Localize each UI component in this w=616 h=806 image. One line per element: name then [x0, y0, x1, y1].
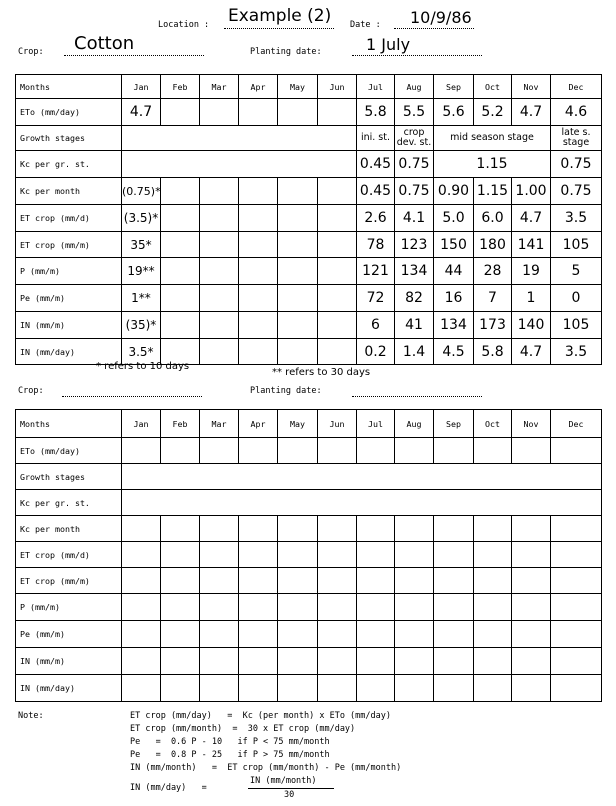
row-label: P (mm/m)	[16, 594, 122, 621]
cell: 0.75	[395, 178, 434, 205]
cell	[318, 285, 357, 312]
cell: 5.8	[474, 339, 512, 365]
month-mar: Mar	[200, 410, 239, 438]
cell	[161, 178, 200, 205]
location-dots	[224, 28, 334, 29]
cell	[200, 339, 239, 365]
cell: 141	[512, 232, 551, 258]
cell	[161, 99, 200, 126]
month-may: May	[278, 75, 318, 99]
cell: 1.4	[395, 339, 434, 365]
cell	[161, 312, 200, 339]
cell	[161, 258, 200, 285]
pe-row	[16, 621, 602, 648]
cell: 105	[551, 312, 602, 339]
in-month-row	[16, 312, 602, 339]
fraction-bar	[248, 788, 334, 789]
note-line-1: ET crop (mm/day) = Kc (per month) x ETo (mm/day)	[130, 711, 391, 721]
cell: 4.7	[512, 99, 551, 126]
month-jan: Jan	[122, 410, 161, 438]
cell	[318, 258, 357, 285]
note-line-6-label: IN (mm/day) =	[130, 783, 207, 793]
month-aug: Aug	[395, 410, 434, 438]
cell: 28	[474, 258, 512, 285]
in-month-row	[16, 648, 602, 675]
cell	[239, 258, 278, 285]
cell	[278, 285, 318, 312]
location-value: Example (2)	[228, 6, 332, 26]
row-label: Pe (mm/m)	[16, 285, 122, 312]
cell	[318, 205, 357, 232]
cell: 0.45	[357, 178, 395, 205]
row-label: IN (mm/m)	[16, 312, 122, 339]
cell: 3.5	[551, 205, 602, 232]
stage-initial: ini. st.	[357, 126, 395, 151]
months-row	[16, 410, 602, 438]
planting-dots	[352, 55, 482, 56]
cell: 1**	[122, 285, 161, 312]
cell	[278, 232, 318, 258]
month-jul: Jul	[357, 410, 395, 438]
month-jan: Jan	[122, 75, 161, 99]
cell	[200, 232, 239, 258]
cell	[122, 151, 357, 178]
months-row	[16, 75, 602, 99]
cell: (0.75)*	[122, 178, 161, 205]
month-mar: Mar	[200, 75, 239, 99]
cell: 7	[474, 285, 512, 312]
planting-label-2: Planting date:	[250, 386, 322, 396]
row-label: Growth stages	[16, 126, 122, 151]
cell: 173	[474, 312, 512, 339]
cell	[200, 205, 239, 232]
cell: (3.5)*	[122, 205, 161, 232]
cell	[239, 205, 278, 232]
cell: 150	[434, 232, 474, 258]
row-label: ET crop (mm/d)	[16, 205, 122, 232]
cell	[239, 178, 278, 205]
months-header: Months	[16, 410, 122, 438]
cell	[318, 232, 357, 258]
cell: 123	[395, 232, 434, 258]
crop-label-2: Crop:	[18, 386, 44, 396]
row-label: Pe (mm/m)	[16, 621, 122, 648]
cell: 35*	[122, 232, 161, 258]
month-oct: Oct	[474, 410, 512, 438]
note-line-2: ET crop (mm/month) = 30 x ET crop (mm/day)	[130, 724, 356, 734]
cell: 121	[357, 258, 395, 285]
months-header: Months	[16, 75, 122, 99]
footnote-30-days: ** refers to 30 days	[272, 367, 371, 378]
cell: 1.15	[474, 178, 512, 205]
cell: 2.6	[357, 205, 395, 232]
month-jun: Jun	[318, 410, 357, 438]
cell: 82	[395, 285, 434, 312]
cell	[161, 232, 200, 258]
cell: 0.75	[551, 151, 602, 178]
cell: 5.5	[395, 99, 434, 126]
cell: 140	[512, 312, 551, 339]
month-apr: Apr	[239, 410, 278, 438]
row-label: ETo (mm/day)	[16, 99, 122, 126]
row-label: ET crop (mm/m)	[16, 568, 122, 594]
cell: 78	[357, 232, 395, 258]
cell: 1	[512, 285, 551, 312]
cell	[200, 258, 239, 285]
cell: 4.7	[122, 99, 161, 126]
growth-stages-row	[16, 126, 602, 151]
row-label: Kc per gr. st.	[16, 151, 122, 178]
cell: 3.5*	[122, 339, 161, 365]
et-crop-day-row	[16, 542, 602, 568]
cell	[122, 126, 357, 151]
p-row	[16, 258, 602, 285]
cell	[278, 339, 318, 365]
cell	[318, 178, 357, 205]
note-label: Note:	[18, 711, 44, 721]
cell: 4.1	[395, 205, 434, 232]
date-value: 10/9/86	[410, 8, 472, 27]
kc-per-month-row	[16, 178, 602, 205]
cell	[161, 285, 200, 312]
in-day-row	[16, 675, 602, 702]
cell	[278, 312, 318, 339]
row-label: ET crop (mm/d)	[16, 542, 122, 568]
date-dots	[394, 28, 474, 29]
month-nov: Nov	[512, 75, 551, 99]
cell	[278, 178, 318, 205]
note-line-3: Pe = 0.6 P - 10 if P < 75 mm/month	[130, 737, 330, 747]
row-label: P (mm/m)	[16, 258, 122, 285]
planting-label: Planting date:	[250, 47, 322, 57]
p-row	[16, 594, 602, 621]
cell	[278, 205, 318, 232]
cell: 44	[434, 258, 474, 285]
stage-late-season: late s. stage	[551, 126, 602, 151]
cell: 5.8	[357, 99, 395, 126]
crop-dots	[64, 55, 204, 56]
location-label: Location :	[158, 20, 210, 30]
cell: 5	[551, 258, 602, 285]
cell: 0.2	[357, 339, 395, 365]
cell: 4.7	[512, 339, 551, 365]
row-label: Kc per gr. st.	[16, 490, 122, 516]
cell	[161, 205, 200, 232]
stage-crop-dev: crop dev. st.	[395, 126, 434, 151]
cell: 134	[434, 312, 474, 339]
eto-row	[16, 438, 602, 464]
cell: 0	[551, 285, 602, 312]
row-label: Growth stages	[16, 464, 122, 490]
cell: 180	[474, 232, 512, 258]
month-feb: Feb	[161, 410, 200, 438]
cell	[318, 99, 357, 126]
note-line-4: Pe = 0.8 P - 25 if P > 75 mm/month	[130, 750, 330, 760]
cell: 0.75	[395, 151, 434, 178]
cell: 4.7	[512, 205, 551, 232]
cell: 0.45	[357, 151, 395, 178]
cell	[239, 232, 278, 258]
et-crop-month-row	[16, 568, 602, 594]
growth-stages-row	[16, 464, 602, 490]
month-oct: Oct	[474, 75, 512, 99]
month-nov: Nov	[512, 410, 551, 438]
month-sep: Sep	[434, 75, 474, 99]
cell: 3.5	[551, 339, 602, 365]
cell	[318, 339, 357, 365]
kc-per-stage-row	[16, 151, 602, 178]
crop-dots-2	[62, 396, 202, 397]
cell: 16	[434, 285, 474, 312]
cell: 1.00	[512, 178, 551, 205]
cell: 0.90	[434, 178, 474, 205]
date-label: Date :	[350, 20, 381, 30]
cell	[200, 285, 239, 312]
cell: 19	[512, 258, 551, 285]
month-may: May	[278, 410, 318, 438]
note-line-6-numerator: IN (mm/month)	[250, 776, 317, 786]
planting-value: 1 July	[366, 35, 411, 54]
month-aug: Aug	[395, 75, 434, 99]
cell: 72	[357, 285, 395, 312]
cell: 4.6	[551, 99, 602, 126]
cell: 6	[357, 312, 395, 339]
month-dec: Dec	[551, 75, 602, 99]
cell	[200, 312, 239, 339]
cell: 19**	[122, 258, 161, 285]
month-feb: Feb	[161, 75, 200, 99]
kc-per-month-row	[16, 516, 602, 542]
crop-water-table-1	[15, 74, 602, 365]
cell	[278, 258, 318, 285]
month-jul: Jul	[357, 75, 395, 99]
note-line-6-denominator: 30	[284, 790, 295, 800]
footnote-10-days: * refers to 10 days	[96, 361, 190, 372]
month-sep: Sep	[434, 410, 474, 438]
cell: 6.0	[474, 205, 512, 232]
cell: 4.5	[434, 339, 474, 365]
cell: 5.6	[434, 99, 474, 126]
cell: 5.2	[474, 99, 512, 126]
row-label: ET crop (mm/m)	[16, 232, 122, 258]
cell	[318, 312, 357, 339]
cell: 105	[551, 232, 602, 258]
stage-mid-season: mid season stage	[434, 126, 551, 151]
month-dec: Dec	[551, 410, 602, 438]
crop-label: Crop:	[18, 47, 44, 57]
row-label: IN (mm/day)	[16, 675, 122, 702]
cell	[200, 178, 239, 205]
row-label: Kc per month	[16, 178, 122, 205]
eto-row	[16, 99, 602, 126]
cell: 0.75	[551, 178, 602, 205]
month-apr: Apr	[239, 75, 278, 99]
cell: (35)*	[122, 312, 161, 339]
row-label: IN (mm/m)	[16, 648, 122, 675]
cell: 5.0	[434, 205, 474, 232]
cell: 41	[395, 312, 434, 339]
row-label: Kc per month	[16, 516, 122, 542]
row-label: IN (mm/day)	[16, 339, 122, 365]
crop-value: Cotton	[74, 33, 135, 54]
row-label: ETo (mm/day)	[16, 438, 122, 464]
cell	[239, 99, 278, 126]
planting-dots-2	[352, 396, 482, 397]
et-crop-month-row	[16, 232, 602, 258]
pe-row	[16, 285, 602, 312]
note-line-5: IN (mm/month) = ET crop (mm/month) - Pe (mm/month)	[130, 763, 402, 773]
cell: 134	[395, 258, 434, 285]
cell: 1.15	[434, 151, 551, 178]
cell	[239, 339, 278, 365]
cell	[200, 99, 239, 126]
cell	[239, 285, 278, 312]
cell	[278, 99, 318, 126]
kc-per-stage-row	[16, 490, 602, 516]
crop-water-table-2	[15, 409, 602, 702]
et-crop-day-row	[16, 205, 602, 232]
cell	[239, 312, 278, 339]
month-jun: Jun	[318, 75, 357, 99]
